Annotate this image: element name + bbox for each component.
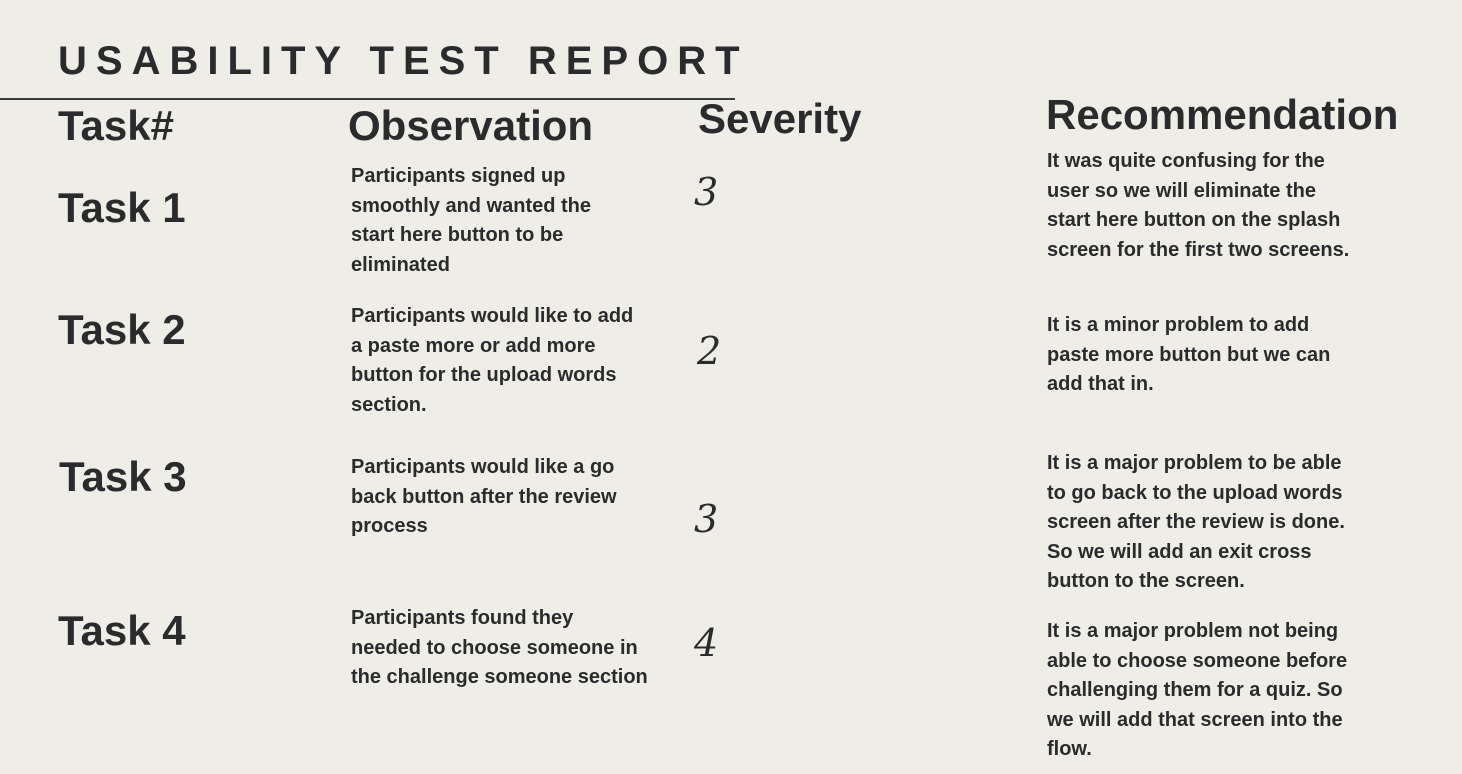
observation-text: Participants found they needed to choose someone in the challenge someone section [351, 607, 648, 688]
severity-value: 4 [694, 621, 719, 665]
severity-value: 2 [697, 329, 722, 373]
recommendation-text: It is a major problem not being able to choose someone before challenging them for a quiz. So we will add that screen into the flow. [1047, 620, 1348, 760]
task-label: Task 2 [58, 306, 186, 353]
column-header-severity: Severity [698, 95, 862, 142]
task-label: Task 1 [58, 184, 186, 231]
column-header-task: Task# [58, 102, 174, 149]
task-label: Task 3 [59, 453, 187, 500]
severity-value: 3 [694, 170, 719, 214]
recommendation-text: It is a major problem to be able to go back to the upload words screen after the review is done. So we will add an exit cross button to the screen. [1047, 452, 1345, 592]
severity-value: 3 [694, 497, 719, 541]
report-title: USABILITY TEST REPORT [58, 39, 749, 83]
title-divider [0, 98, 735, 100]
column-header-observation: Observation [348, 102, 594, 149]
column-header-recommendation: Recommendation [1046, 91, 1399, 138]
observation-text: Participants would like a go back button after the review process [351, 456, 617, 537]
recommendation-text: It is a minor problem to add paste more button but we can add that in. [1047, 314, 1331, 395]
observation-text: Participants signed up smoothly and wanted the start here button to be eliminated [351, 165, 592, 276]
observation-text: Participants would like to add a paste more or add more button for the upload words section. [351, 305, 634, 416]
recommendation-text: It was quite confusing for the user so we will eliminate the start here button on the splash screen for the first two screens. [1047, 150, 1350, 261]
task-label: Task 4 [58, 607, 186, 654]
